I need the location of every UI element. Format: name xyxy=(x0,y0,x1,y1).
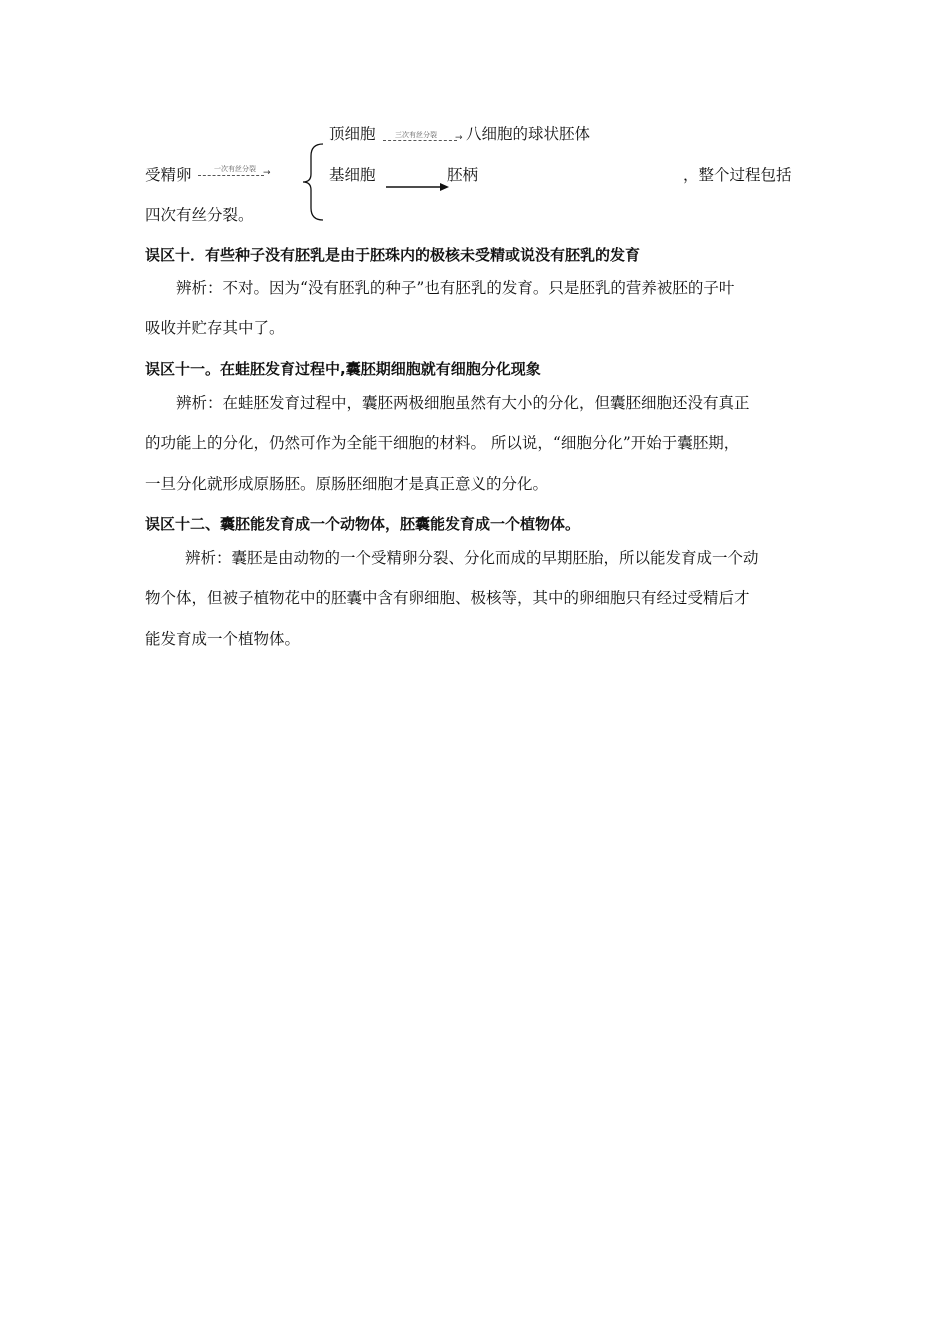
section-heading: 误区十．有些种子没有胚乳是由于胚珠内的极核未受精或说没有胚乳的发育 xyxy=(145,246,641,264)
arrow-zygote-line xyxy=(198,175,264,176)
brace-icon xyxy=(301,140,331,224)
diagram-second-line: 四次有丝分裂。 xyxy=(145,206,254,224)
arrow-apical-line xyxy=(383,140,457,141)
paragraph-line: 辨析：在蛙胚发育过程中，囊胚两极细胞虽然有大小的分化，但囊胚细胞还没有真正 xyxy=(176,394,750,412)
diagram-tail-text: ，整个过程包括 xyxy=(683,166,792,184)
arrow-apical-label: 三次有丝分裂 xyxy=(395,131,437,139)
apical-cell-label: 顶细胞 xyxy=(329,125,376,143)
section-heading: 误区十一。在蛙胚发育过程中,囊胚期细胞就有细胞分化现象 xyxy=(145,360,541,378)
paragraph-line: 物个体，但被子植物花中的胚囊中含有卵细胞、极核等，其中的卵细胞只有经过受精后才 xyxy=(145,589,750,607)
zygote-label: 受精卵 xyxy=(145,166,192,184)
paragraph-line: 的功能上的分化，仍然可作为全能干细胞的材料。 所以说，“细胞分化”开始于囊胚期， xyxy=(145,434,740,452)
arrow-zygote-label: 一次有丝分裂 xyxy=(214,165,256,173)
paragraph-line: 吸收并贮存其中了。 xyxy=(145,319,285,337)
arrowhead-icon: → xyxy=(455,133,463,143)
paragraph-line: 能发育成一个植物体。 xyxy=(145,630,301,648)
solid-arrow-icon xyxy=(386,181,450,193)
paragraph-line: 辨析：囊胚是由动物的一个受精卵分裂、分化而成的早期胚胎，所以能发育成一个动 xyxy=(185,549,759,567)
basal-cell-label: 基细胞 xyxy=(329,166,376,184)
paragraph-line: 辨析：不对。因为“没有胚乳的种子”也有胚乳的发育。只是胚乳的营养被胚的子叶 xyxy=(176,279,735,297)
arrowhead-icon: → xyxy=(263,168,271,178)
paragraph-line: 一旦分化就形成原肠胚。原肠胚细胞才是真正意义的分化。 xyxy=(145,475,549,493)
result-top-label: 八细胞的球状胚体 xyxy=(466,125,591,143)
section-heading: 误区十二、囊胚能发育成一个动物体，胚囊能发育成一个植物体。 xyxy=(145,515,581,533)
suspensor-label: 胚柄 xyxy=(447,166,479,184)
